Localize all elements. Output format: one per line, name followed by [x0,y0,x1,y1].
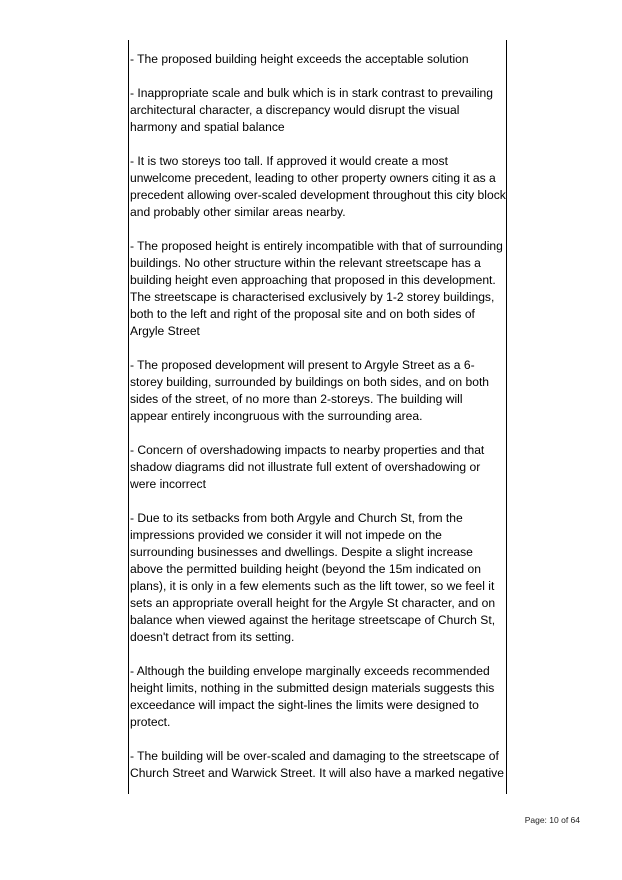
comment-line: - The proposed development will present to Argyle Street as a 6- [130,358,475,372]
comments-table-cell [128,40,507,794]
comment-line: - The building will be over-scaled and damaging to the streetscape of [130,749,499,763]
comment-line: both to the left and right of the proposal site and on both sides of [130,307,475,321]
comment-line: architectural character, a discrepancy would disrupt the visual [130,103,460,117]
comment-line: doesn't detract from its setting. [130,630,295,644]
comment-line: The streetscape is characterised exclusively by 1-2 storey buildings, [130,290,495,304]
comment-line: plans), it is only in a few elements such as the lift tower, so we feel it [130,579,495,593]
comment-line: buildings. No other structure within the relevant streetscape has a [130,256,481,270]
comment-paragraph [129,238,506,340]
comment-line: and probably other similar areas nearby. [130,205,346,219]
comment-line: balance when viewed against the heritage streetscape of Church St, [130,613,496,627]
comment-line: - Due to its setbacks from both Argyle and Church St, from the [130,511,463,525]
comment-line: building height even approaching that proposed in this development. [130,273,496,287]
comment-line: unwelcome precedent, leading to other property owners citing it as a [130,171,496,185]
comment-line: height limits, nothing in the submitted design materials suggests this [130,681,495,695]
comment-line: - It is two storeys too tall. If approved it would create a most [130,154,448,168]
comment-line: above the permitted building height (beyond the 15m indicated on [130,562,481,576]
comment-paragraph [129,40,506,68]
comment-line: - The proposed building height exceeds the acceptable solution [130,52,469,66]
comment-line: - Although the building envelope marginally exceeds recommended [130,664,490,678]
comment-line: harmony and spatial balance [130,120,285,134]
comment-line: Church Street and Warwick Street. It will also have a marked negative [130,766,504,780]
comments-list [129,40,506,782]
comment-line: protect. [130,715,171,729]
comment-line: - Concern of overshadowing impacts to nearby properties and that [130,443,485,457]
comment-paragraph [129,85,506,136]
comment-paragraph [129,510,506,646]
comment-line: shadow diagrams did not illustrate full extent of overshadowing or [130,460,481,474]
comment-paragraph [129,663,506,731]
comment-line: surrounding businesses and dwellings. Despite a slight increase [130,545,473,559]
comment-line: impressions provided we consider it will not impede on the [130,528,442,542]
comment-line: appear entirely incongruous with the surrounding area. [130,409,423,423]
comment-paragraph [129,442,506,493]
comment-line: storey building, surrounded by buildings on both sides, and on both [130,375,490,389]
page-number: Page: 10 of 64 [524,815,580,825]
comment-line: precedent allowing over-scaled development throughout this city block [130,188,506,202]
comment-paragraph [129,357,506,425]
comment-line: sides of the street, of no more than 2-storeys. The building will [130,392,463,406]
comment-line: - Inappropriate scale and bulk which is in stark contrast to prevailing [130,86,493,100]
comment-line: were incorrect [130,477,206,491]
comment-paragraph [129,748,506,782]
comment-paragraph [129,153,506,221]
comment-line: Argyle Street [130,324,200,338]
comment-line: sets an appropriate overall height for the Argyle St character, and on [130,596,496,610]
comment-line: exceedance will impact the sight-lines the limits were designed to [130,698,479,712]
comment-line: - The proposed height is entirely incompatible with that of surrounding [130,239,503,253]
